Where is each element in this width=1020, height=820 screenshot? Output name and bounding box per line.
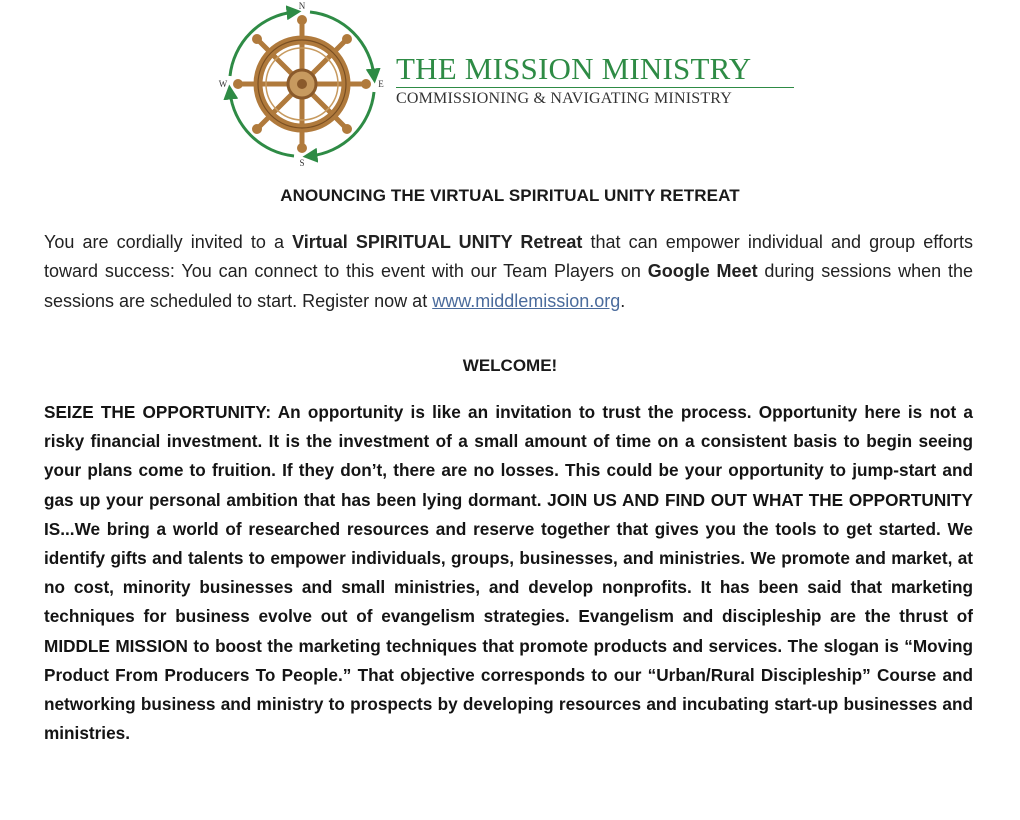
announcement-heading: ANOUNCING THE VIRTUAL SPIRITUAL UNITY RETREAT <box>280 186 740 205</box>
welcome-heading: WELCOME! <box>462 356 558 375</box>
invite-bold-retreat: Virtual SPIRITUAL UNITY Retreat <box>292 232 583 252</box>
org-text-block <box>396 52 794 108</box>
invite-text-4: . <box>620 290 626 311</box>
invitation-paragraph <box>44 228 973 316</box>
compass-east-label: E <box>378 79 384 89</box>
register-link[interactable]: www.middlemission.org <box>432 290 621 311</box>
org-name: THE MISSION MINISTRY <box>396 51 752 86</box>
invite-text-2: that can empower individual and group efforts toward success: You can connect to this event with our Team Players on <box>44 232 973 282</box>
header <box>218 0 818 170</box>
opportunity-paragraph: SEIZE THE OPPORTUNITY: An opportunity is like an invitation to trust the process. Opportunity here is not a risky financial investment. It is the investment of a small amount of time on a consistent basis to begin seeing your plans come to fruition. If they don’t, there are no losses. This could be your opportunity to jump-start and gas up your personal ambition that has been lying dormant. JOIN US AND FIND OUT WHAT THE OPPORTUNITY IS...We bring a world of researched resources and reserve together that gives you the tools to get started. We identify gifts and talents to empower individuals, groups, businesses, and ministries. We promote and market, at no cost, minority businesses and small ministries, and develop nonprofits. It has been said that marketing techniques for business evolve out of evangelism strategies. Evangelism and discipleship are the thrust of MIDDLE MISSION to boost the marketing techniques that promote products and services. The slogan is “Moving Product From Producers To People.” That objective corresponds to our “Urban/Rural Discipleship” Course and networking business and ministry to prospects by developing resources and incubating start-up businesses and ministries. <box>44 402 973 744</box>
invite-text-1: You are cordially invited to a <box>44 232 293 252</box>
org-name-divider <box>396 87 794 88</box>
ship-wheel-compass-logo <box>218 0 386 168</box>
invite-bold-google-meet: Google Meet <box>647 261 758 282</box>
compass-north-label: N <box>298 1 306 11</box>
compass-south-label: S <box>299 158 305 168</box>
compass-west-label: W <box>218 79 228 89</box>
invite-text-3: during sessions when the sessions are scheduled to start. Register now at <box>44 261 974 311</box>
org-tagline: COMMISSIONING & NAVIGATING MINISTRY <box>396 90 733 107</box>
